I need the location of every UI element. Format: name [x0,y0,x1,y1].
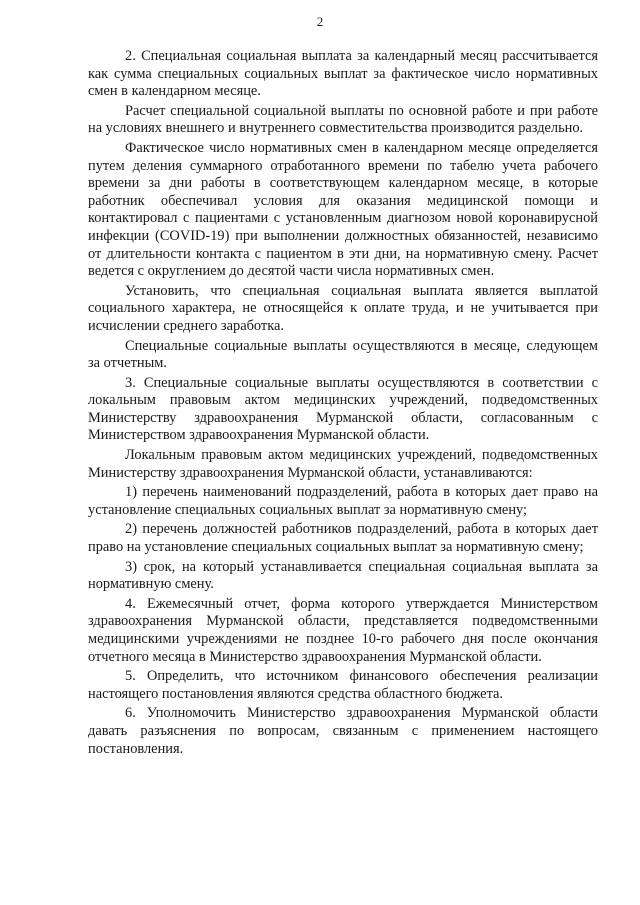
paragraph-11: 4. Ежемесячный отчет, форма которого утверждается Министерством здравоохранения Мурманской области, представляется подведомственными медицинскими учреждениями не позднее 10-го рабочего дня после окончания отчетного месяца в Министерство здравоохранения Мурманской области. [88,595,598,665]
paragraph-8: 1) перечень наименований подразделений, работа в которых дает право на установление специальных социальных выплат за нормативную смену; [88,484,598,518]
paragraph-5: Специальные социальные выплаты осуществляются в месяце, следующем за отчетным. [88,337,598,372]
paragraph-10: 3) срок, на который устанавливается специальная социальная выплата за нормативную смену. [88,558,598,593]
paragraph-4: Установить, что специальная социальная выплата является выплатой социального характера, не относящейся к оплате труда, и не учитывается при исчислении среднего заработка. [88,282,598,334]
paragraph-6: 3. Специальные социальные выплаты осуществляются в соответствии с локальным правовым актом медицинских учреждений, подведомственных Министерству здравоохранения Мурманской области, согласованным с Министерством здравоохранения Мурманской области. [88,374,598,444]
paragraph-1: 2. Специальная социальная выплата за календарный месяц рассчитывается как сумма специальных социальных выплат за фактическое число нормативных смен в календарном месяце. [88,48,598,100]
document-body [88,48,598,760]
paragraph-2: Расчет специальной социальной выплаты по основной работе и при работе на условиях внешнего и внутреннего совместительства производится раздельно. [88,102,598,137]
paragraph-9: 2) перечень должностей работников подразделений, работа в которых дает право на установление специальных социальных выплат за нормативную смену; [88,521,598,556]
paragraph-13: 6. Уполномочить Министерство здравоохранения Мурманской области давать разъяснения по вопросам, связанным с применением настоящего постановления. [88,705,598,757]
paragraph-7: Локальным правовым актом медицинских учреждений, подведомственных Министерству здравоохранения Мурманской области, устанавливаются: [88,447,598,481]
paragraph-12: 5. Определить, что источником финансового обеспечения реализации настоящего постановления являются средства областного бюджета. [88,668,598,702]
paragraph-3: Фактическое число нормативных смен в календарном месяце определяется путем деления суммарного отработанного времени по табелю учета рабочего времени за дни работы в соответствующем календарном месяце, в которые работник обеспечивал условия для оказания медицинской помощи и контактировал с пациентами с установленным диагнозом новой коронавирусной инфекции (COVID-19) при выполнении должностных обязанностей, независимо от длительности контакта с пациентом в эти дни, на нормативную смену. Расчет ведется с округлением до десятой части числа нормативных смен. [88,139,598,280]
page-number: 2 [316,14,324,29]
